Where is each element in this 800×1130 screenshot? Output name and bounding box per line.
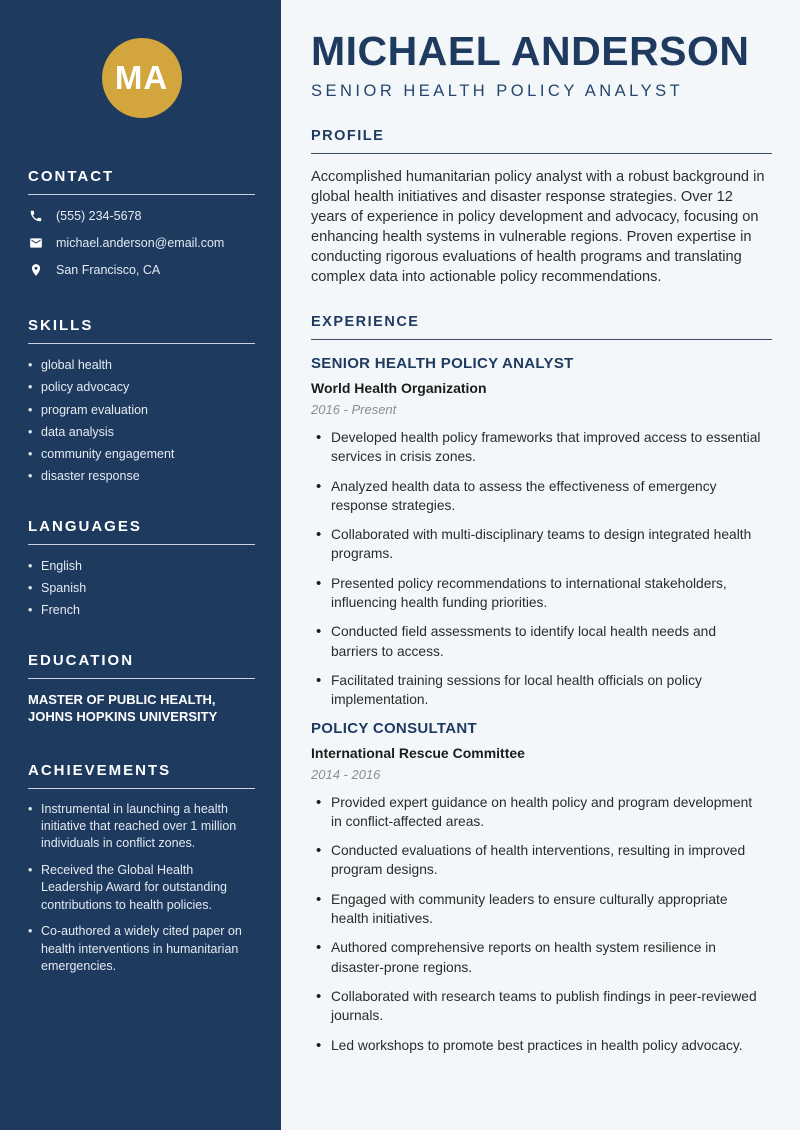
skill-item: • community engagement	[28, 443, 255, 465]
contact-row-email	[28, 229, 255, 256]
skill-item: • disaster response	[28, 465, 255, 487]
skills-heading: SKILLS	[28, 317, 255, 344]
job-bullet: • Conducted evaluations of health interventions, resulting in improved program designs.	[311, 841, 761, 880]
contact-row-location	[28, 256, 255, 283]
sidebar	[0, 0, 281, 1130]
job-title: SENIOR HEALTH POLICY ANALYST	[311, 355, 574, 372]
skill-item: • program evaluation	[28, 399, 255, 421]
experience-heading: EXPERIENCE	[311, 314, 772, 340]
contact-heading: CONTACT	[28, 168, 255, 195]
job-company: World Health Organization	[311, 380, 487, 396]
location-icon	[28, 262, 43, 277]
job-company: International Rescue Committee	[311, 744, 525, 761]
job-dates: 2014 - 2016	[311, 766, 381, 782]
person-title: SENIOR HEALTH POLICY ANALYST	[311, 82, 684, 100]
language-item: • Spanish	[28, 577, 255, 599]
avatar-initials: MA	[114, 59, 169, 96]
job-bullet: • Provided expert guidance on health policy and program development in conflict-affected areas.	[311, 793, 761, 832]
phone-icon	[28, 208, 43, 223]
job-bullet: • Engaged with community leaders to ensure culturally appropriate health initiatives.	[311, 890, 761, 929]
achievement-item: • Received the Global Health Leadership Award for outstanding contributions to health policies.	[28, 862, 255, 914]
person-name: MICHAEL ANDERSON	[311, 28, 750, 74]
job-bullet: • Conducted field assessments to identify local health needs and barriers to access.	[311, 622, 761, 661]
languages-heading: LANGUAGES	[28, 518, 255, 545]
job-bullet: • Authored comprehensive reports on health system resilience in disaster-prone regions.	[311, 938, 761, 977]
skill-item: • global health	[28, 354, 255, 376]
job-bullet: • Presented policy recommendations to international stakeholders, influencing health funding priorities.	[311, 574, 761, 613]
achievement-item: • Instrumental in launching a health initiative that reached over 1 million individuals in conflict zones.	[28, 801, 255, 853]
achievements-heading: ACHIEVEMENTS	[28, 762, 255, 789]
language-item: • French	[28, 599, 255, 621]
skill-item: • policy advocacy	[28, 376, 255, 398]
achievements-list	[28, 801, 255, 976]
job-entry	[311, 720, 772, 1055]
job-bullet-list	[311, 793, 772, 1055]
job-bullet: • Facilitated training sessions for local health officials on policy implementation.	[311, 671, 761, 710]
resume-main	[281, 0, 800, 1130]
job-bullet: • Led workshops to promote best practices in health policy advocacy.	[311, 1036, 761, 1055]
profile-text: Accomplished humanitarian policy analyst with a robust background in global health initiatives and disaster response strategies. Over 12 years of experience in policy development and advocacy, focusing on enhancing health systems in vulnerable regions. Proven expertise in conducting rigorous evaluations of health programs and translating complex data into actionable policy recommendations.	[311, 169, 765, 285]
achievement-item: • Co-authored a widely cited paper on health interventions in humanitarian emergencies.	[28, 923, 255, 975]
education-degree: MASTER OF PUBLIC HEALTH, JOHNS HOPKINS UNIVERSITY	[28, 691, 218, 725]
contact-location-text: San Francisco, CA	[56, 262, 161, 277]
profile-heading: PROFILE	[311, 128, 772, 154]
avatar-container	[28, 0, 255, 118]
job-bullet-list	[311, 428, 772, 710]
avatar	[102, 38, 182, 118]
skill-item: • data analysis	[28, 421, 255, 443]
contact-phone-text: (555) 234-5678	[56, 208, 142, 223]
job-bullet: • Collaborated with research teams to publish findings in peer-reviewed journals.	[311, 987, 761, 1026]
education-heading: EDUCATION	[28, 652, 255, 679]
job-bullet: • Analyzed health data to assess the effectiveness of emergency response strategies.	[311, 477, 761, 516]
job-bullet: • Developed health policy frameworks that improved access to essential services in crisis zones.	[311, 428, 761, 467]
job-entry	[311, 355, 772, 710]
contact-row-phone	[28, 202, 255, 229]
contact-list	[28, 202, 255, 283]
language-item: • English	[28, 555, 255, 577]
job-dates: 2016 - Present	[311, 402, 397, 417]
email-icon	[28, 235, 43, 250]
contact-email-text: michael.anderson@email.com	[56, 235, 225, 250]
job-bullet: • Collaborated with multi-disciplinary teams to design integrated health programs.	[311, 525, 761, 564]
job-title: POLICY CONSULTANT	[311, 719, 477, 737]
languages-list	[28, 555, 255, 622]
skills-list	[28, 354, 255, 488]
